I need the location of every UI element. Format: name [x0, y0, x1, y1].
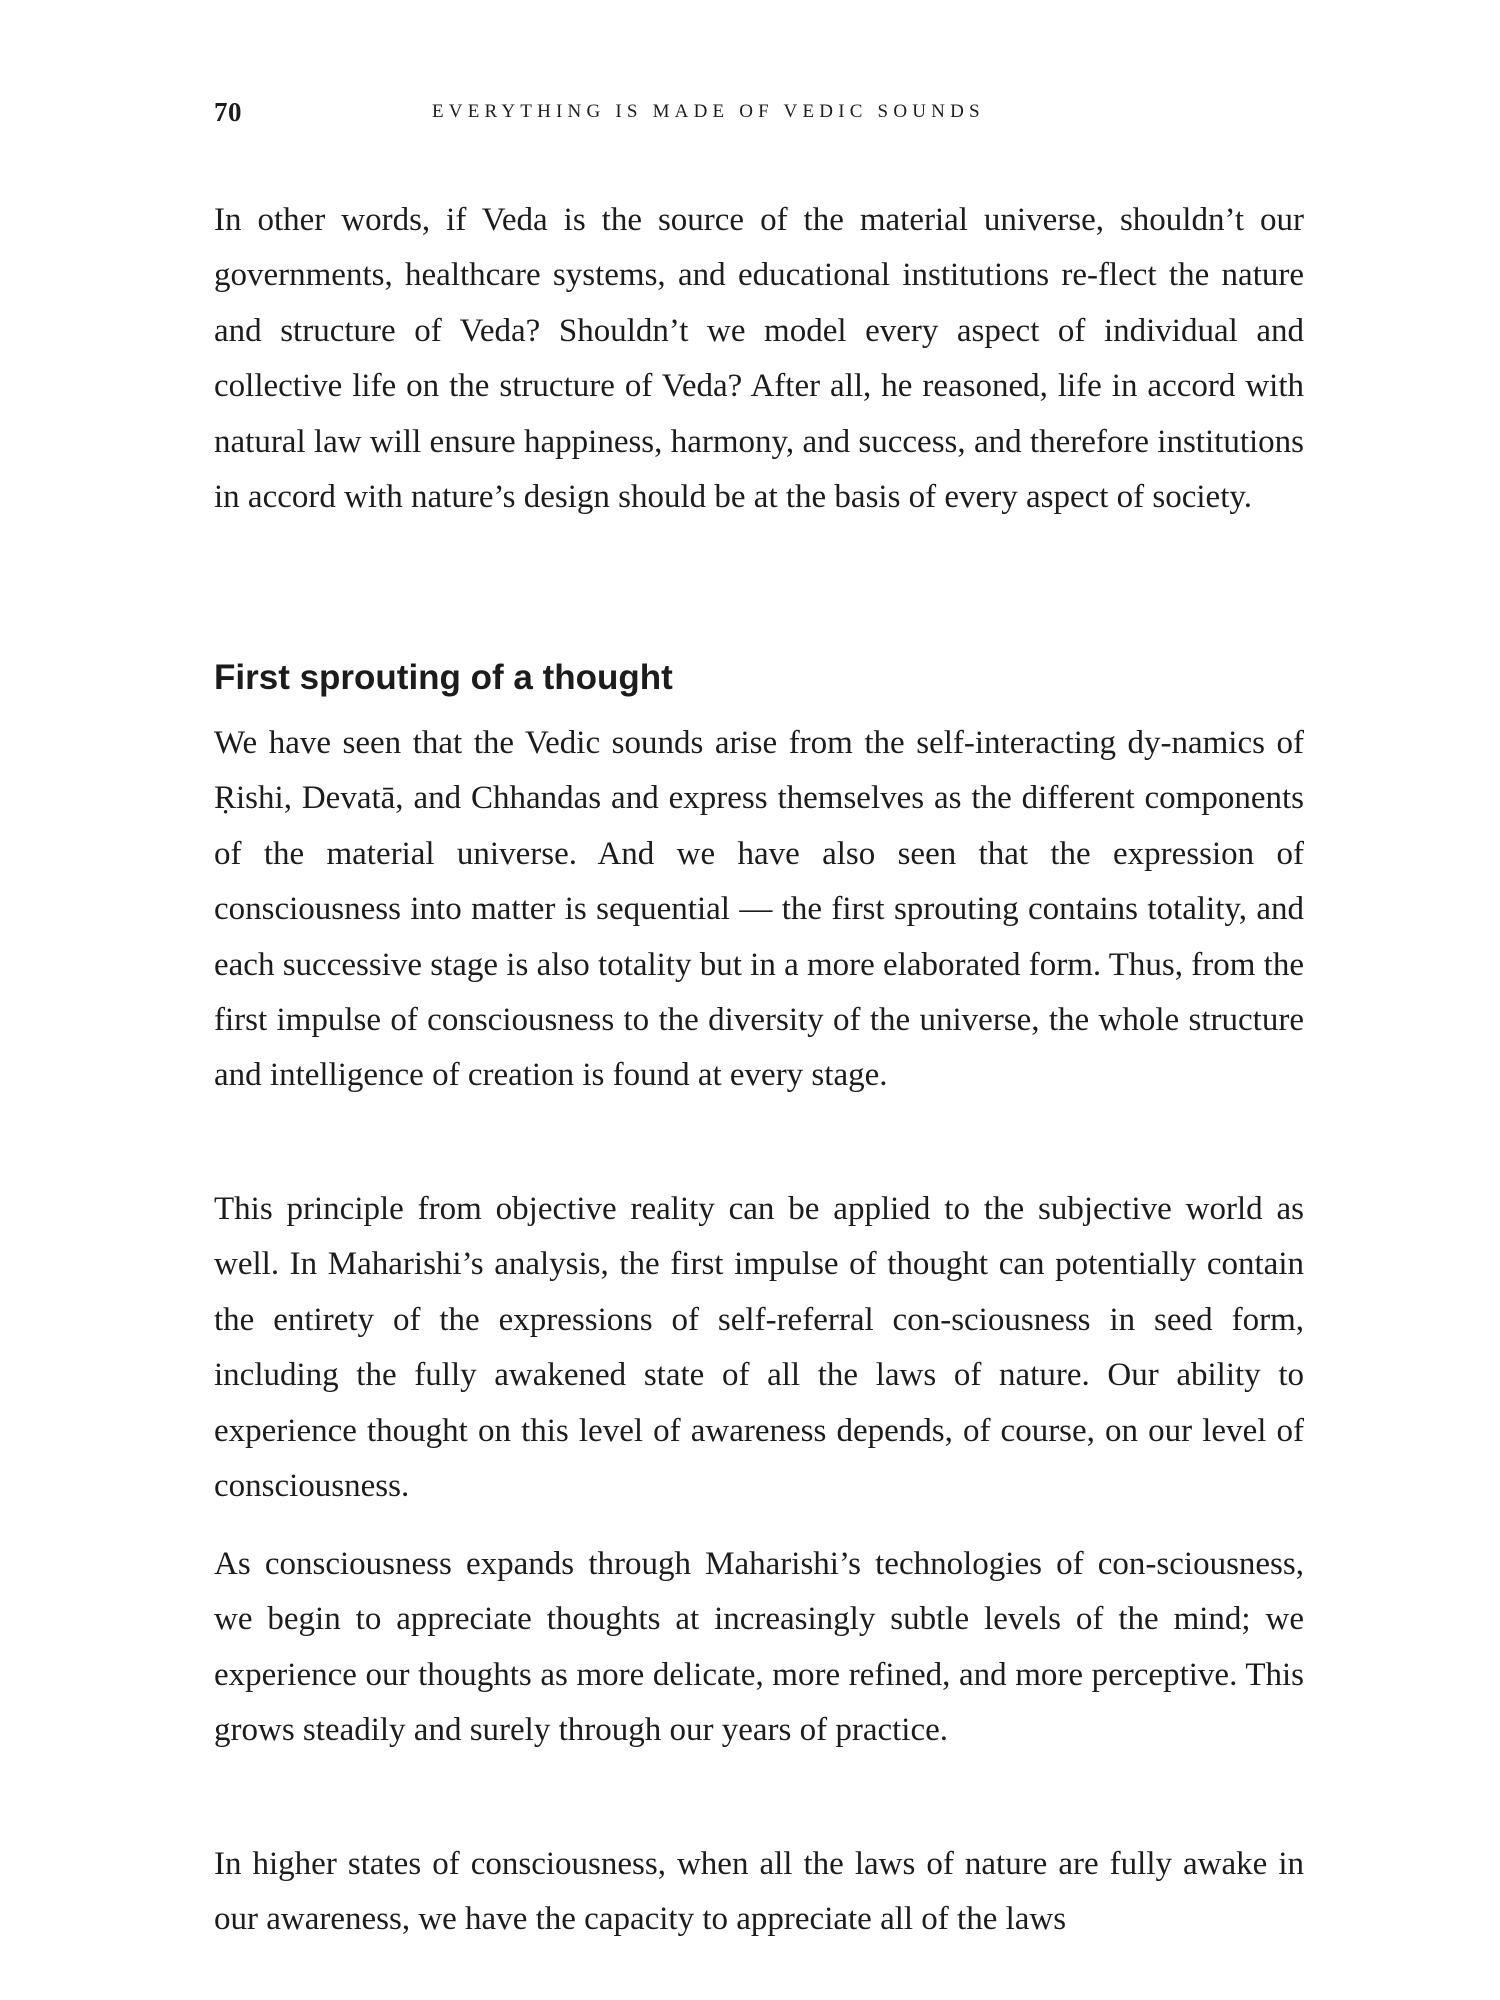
paragraph-1: In other words, if Veda is the source of the material universe, shouldn’t our governments, healthcare systems, and educational institutions re-flect the nature and structure of Veda? Shouldn’t we model every aspect of individual and collective life on the structure of Veda? After all, he reasoned, life in accord with natural law will ensure happiness, harmony, and success, and therefore institutions in accord with nature’s design should be at the basis of every aspect of society.: [214, 202, 1304, 516]
paragraph-2: We have seen that the Vedic sounds arise from the self-interacting dy-namics of Ṛishi, Devatā, and Chhandas and express themselves as the different components of the material universe. And we have also seen that the expression of consciousness into matter is sequential — the first sprouting contains totality, and each successive stage is also totality but in a more elaborated form. Thus, from the first impulse of consciousness to the diversity of the universe, the whole structure and intelligence of creation is found at every stage.: [214, 725, 1304, 1094]
page-number: 70: [214, 97, 242, 127]
section-heading: First sprouting of a thought: [214, 658, 673, 697]
running-title: EVERYTHING IS MADE OF VEDIC SOUNDS: [432, 101, 985, 122]
paragraph-4: As consciousness expands through Maharishi’s technologies of con-sciousness, we begin to appreciate thoughts at increasingly subtle levels of the mind; we experience our thoughts as more delicate, more refined, and more perceptive. This grows steadily and surely through our years of practice.: [214, 1546, 1304, 1749]
running-head: [214, 97, 1304, 133]
paragraph-5: In higher states of consciousness, when all the laws of nature are fully awake in our awareness, we have the capacity to appreciate all of the laws: [214, 1846, 1304, 1938]
paragraph-3: This principle from objective reality can be applied to the subjective world as well. In Maharishi’s analysis, the first impulse of thought can potentially contain the entirety of the expressions of self-referral con-sciousness in seed form, including the fully awakened state of all the laws of nature. Our ability to experience thought on this level of awareness depends, of course, on our level of consciousness.: [214, 1191, 1304, 1505]
